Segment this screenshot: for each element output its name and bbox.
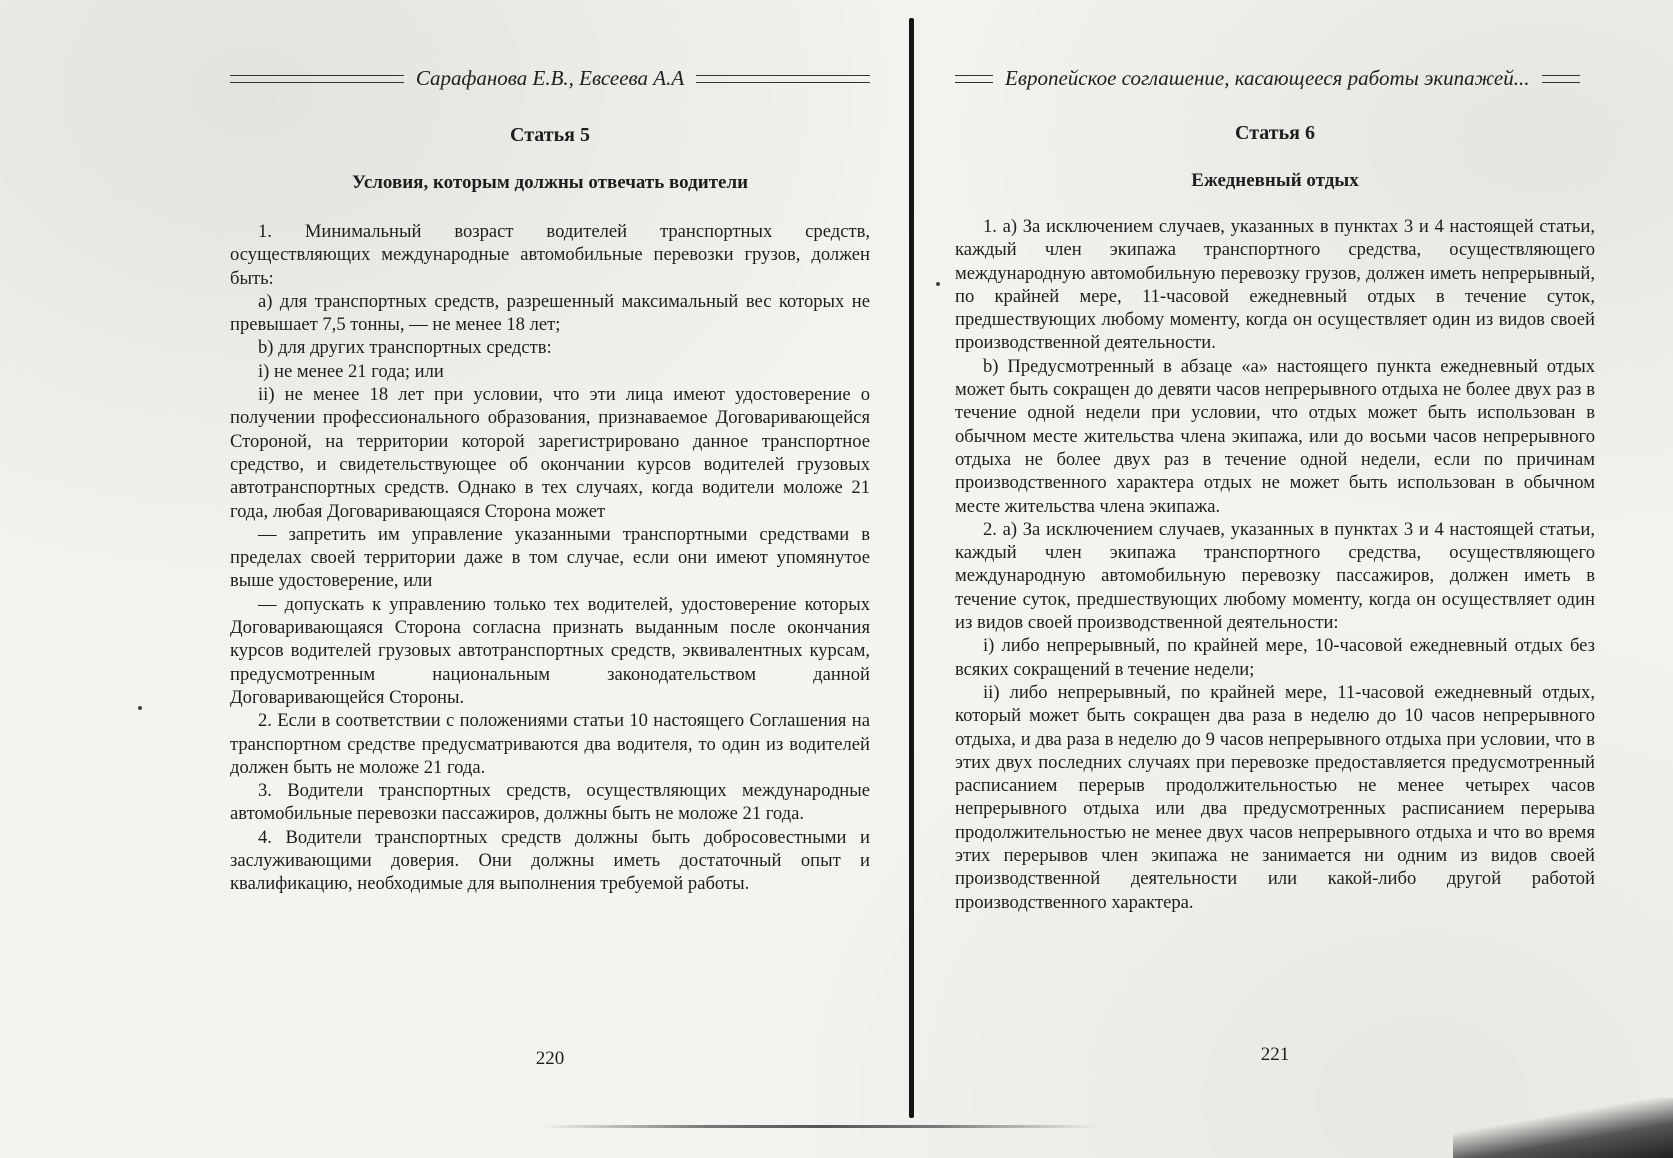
paragraph: 3. Водители транспортных средств, осуществляющих международные автомобильные перевозки пассажиров, должны быть не моложе 21 года. — [230, 780, 870, 825]
left-body-text — [230, 220, 870, 896]
paragraph: i) не менее 21 года; или — [258, 360, 444, 382]
paragraph: b) для других транспортных средств: — [258, 337, 552, 359]
paragraph: 2. а) За исключением случаев, указанных в пунктах 3 и 4 настоящей статьи, каждый член экипажа транспортного средства, осуществляющего международную автомобильную перевозку пассажиров, должен иметь в течение суток, предшествующих любому моменту, когда он осуществляет один из видов своей производственной деятельности: — [955, 518, 1595, 634]
paragraph: 2. Если в соответствии с положениями статьи 10 настоящего Соглашения на транспортном средстве предусматриваются два водителя, то один из водителей должен быть не моложе 21 года. — [230, 710, 870, 778]
book-gutter — [909, 18, 914, 1118]
header-rule — [230, 75, 404, 83]
left-running-head — [230, 66, 870, 91]
paragraph: 1. Минимальный возраст водителей транспортных средств, осуществляющих международные автомобильные перевозки грузов, должен быть: — [230, 221, 870, 289]
right-running-head-text: Европейское соглашение, касающееся работы экипажей... — [1005, 66, 1530, 90]
paragraph: — запретить им управление указанными транспортными средствами в пределах своей территории даже в том случае, если они имеют упомянутое выше удостоверение, или — [230, 523, 870, 592]
paragraph: i) либо непрерывный, по крайней мере, 10-часовой ежедневный отдых без всяких сокращений в течение недели; — [955, 635, 1595, 680]
scan-speck — [138, 706, 142, 710]
right-page-number: 221 — [1260, 1044, 1290, 1065]
header-rule — [1542, 75, 1580, 83]
right-page — [955, 0, 1595, 1158]
header-rule — [955, 75, 993, 83]
left-running-head-text: Сарафанова Е.В., Евсеева А.А — [415, 66, 685, 90]
right-article-title: Ежедневный отдых — [1191, 170, 1359, 191]
paragraph: ii) либо непрерывный, по крайней мере, 11-часовой ежедневный отдых, который может быть сокращен два раза в неделю до 10 часов непрерывного отдыха, и два раза в неделю до 9 часов непрерывного отдыха при условии, что в этих двух последних случаях при перевозке предоставляется предусмотренный расписанием перерыв продолжительностью не менее четырех часов непрерывного отдыха или два предусмотренных расписанием перерыва продолжительностью не менее двух часов непрерывного отдыха и что во время этих перерывов член экипажа не занимается ни одним из видов своей производственной деятельности или какой-либо другой работой производственного характера. — [955, 681, 1595, 913]
paragraph: ii) не менее 18 лет при условии, что эти лица имеют удостоверение о получении профессионального образования, признаваемое Договаривающейся Стороной, на территории которой зарегистрировано данное транспортное средство, и свидетельствующее об окончании курсов водителей грузовых автотранспортных средств. Однако в тех случаях, когда водители моложе 21 года, любая Договаривающаяся Сторона может — [230, 384, 870, 522]
scan-speck — [936, 282, 940, 286]
paragraph: — допускать к управлению только тех водителей, удостоверение которых Договаривающаяся Сторона согласна признать выданным после окончания курсов водителей грузовых автотранспортных средств, эквивалентных курсам, предусмотренным национальным законодательством данной Договаривающейся Стороны. — [230, 593, 870, 708]
right-running-head — [955, 66, 1595, 91]
paragraph: a) для транспортных средств, разрешенный максимальный вес которых не превышает 7,5 тонны, — не менее 18 лет; — [230, 290, 870, 336]
left-page-number: 220 — [535, 1048, 565, 1069]
page-corner-shadow — [1453, 1098, 1673, 1158]
header-rule — [696, 75, 870, 83]
left-article-title: Условия, которым должны отвечать водители — [351, 172, 749, 193]
paragraph: b) Предусмотренный в абзаце «а» настоящего пункта ежедневный отдых может быть сокращен до девяти часов непрерывного отдыха не более двух раз в течение одной недели при условии, что отдых может быть использован в обычном месте жительства члена экипажа, или до восьми часов непрерывного отдыха не более двух раз в течение одной недели, если по причинам производственного характера отдых не может быть использован в обычном месте жительства члена экипажа. — [955, 355, 1595, 517]
left-page — [230, 0, 870, 1158]
right-article-number: Статья 6 — [1235, 122, 1315, 144]
paragraph: 1. а) За исключением случаев, указанных в пунктах 3 и 4 настоящей статьи, каждый член экипажа транспортного средства, осуществляющего международную автомобильную перевозку грузов, должен иметь непрерывный, по крайней мере, 11-часовой ежедневный отдых в течение суток, предшествующих любому моменту, когда он осуществляет один из видов своей производственной деятельности. — [955, 216, 1595, 354]
right-body-text — [955, 215, 1595, 914]
paragraph: 4. Водители транспортных средств должны быть добросовестными и заслуживающими доверия. Они должны иметь достаточный опыт и квалификацию, необходимые для выполнения требуемой работы. — [230, 826, 870, 895]
left-article-number: Статья 5 — [510, 124, 590, 146]
